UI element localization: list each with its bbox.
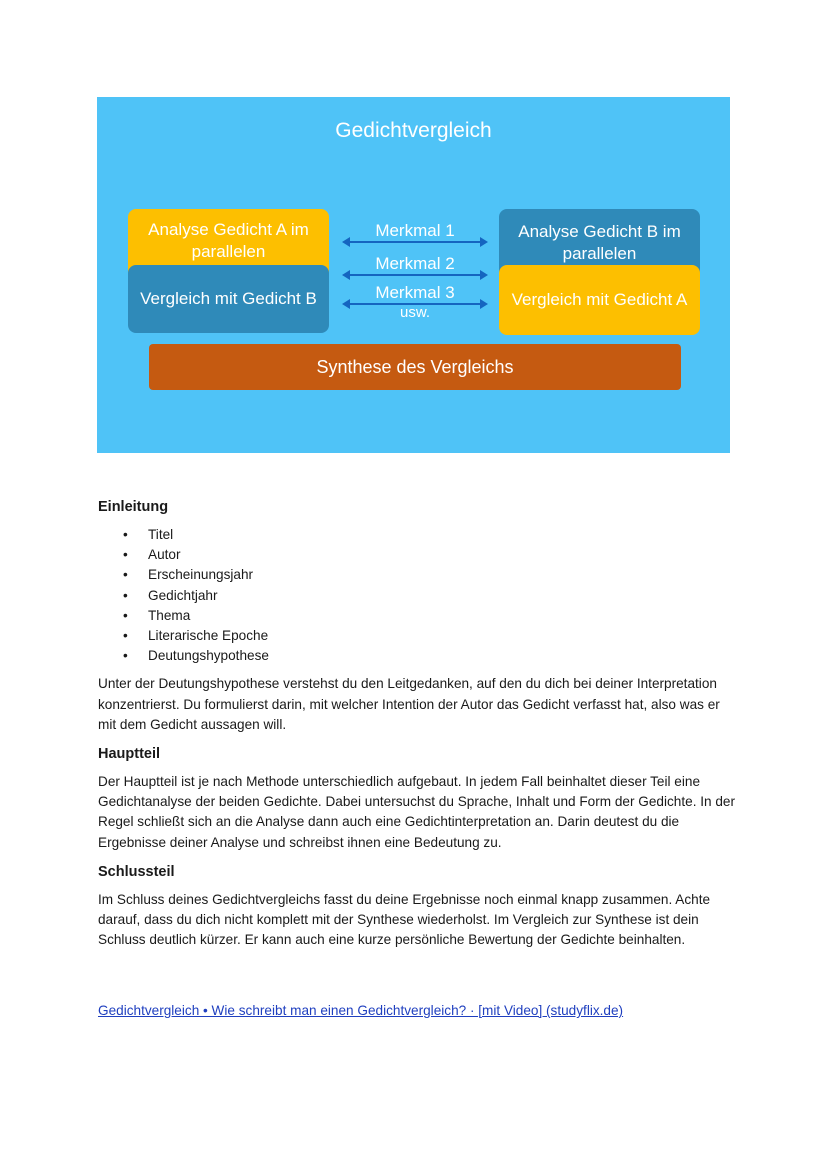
heading-schlussteil: Schlussteil [98, 863, 175, 880]
feature-usw: usw. [399, 304, 430, 321]
einleitung-paragraph: Unter der Deutungshypothese verstehst du den Leitgedanken, auf den du dich bei deiner Interpretation konzentrierst. Du formulierst darin, mit welcher Intention der Autor das Gedicht verfasst hat, also was er mit dem Gedicht aussagen will. [98, 676, 720, 732]
list-item: • Thema [148, 606, 738, 626]
list-item: • Erscheinungsjahr [148, 565, 738, 585]
document-body [98, 497, 738, 959]
schlussteil-paragraph: Im Schluss deines Gedichtvergleichs fasst du deine Ergebnisse noch einmal knapp zusammen. Achte darauf, dass du dich nicht komplett mit der Synthese wiederholst. Im Vergleich zur Synthese ist dein Schluss deutlich kürzer. Er kann auch eine kurze persönliche Bewertung der Gedichte beinhalten. [98, 891, 711, 948]
box-synthese: Synthese des Vergleichs [149, 344, 681, 390]
hauptteil-paragraph: Der Hauptteil ist je nach Methode unterschiedlich aufgebaut. In jedem Fall beinhaltet dieser Teil eine Gedichtanalyse der beiden Gedichte. Dabei untersuchst du Sprache, Inhalt und Form der Gedichte. In der Regel schließt sich an die Analyse dann auch eine Gedichtinterpretation an. Darin deutest du die Ergebnisse deiner Analyse und schreibst ihnen eine Bedeutung zu. [98, 774, 736, 850]
heading-einleitung: Einleitung [98, 499, 169, 515]
feature-label-2: Merkmal 2 [375, 254, 455, 273]
double-arrow-icon [342, 270, 488, 280]
source-link[interactable]: Gedichtvergleich • Wie schreibt man einen Gedichtvergleich? · [mit Video] (studyflix.de) [98, 1003, 624, 1018]
diagram-title: Gedichtvergleich [335, 119, 492, 142]
feature-label-1: Merkmal 1 [375, 221, 455, 240]
list-item: • Deutungshypothese [148, 646, 738, 666]
feature-label-3: Merkmal 3 [375, 283, 455, 302]
double-arrow-icon [342, 237, 488, 247]
box-vergleich-gedicht-a: Vergleich mit Gedicht A [499, 265, 700, 335]
heading-hauptteil: Hauptteil [98, 746, 161, 763]
gedichtvergleich-diagram [97, 97, 730, 453]
list-item: • Autor [148, 545, 738, 565]
einleitung-list [98, 525, 738, 666]
box-analyse-gedicht-b: Analyse Gedicht B im parallelen [499, 209, 700, 275]
list-item: • Gedichtjahr [148, 586, 738, 606]
box-analyse-gedicht-a: Analyse Gedicht A im parallelen [128, 209, 329, 275]
list-item: • Literarische Epoche [148, 626, 738, 646]
list-item: • Titel [148, 525, 738, 545]
box-vergleich-gedicht-b: Vergleich mit Gedicht B [128, 265, 329, 333]
